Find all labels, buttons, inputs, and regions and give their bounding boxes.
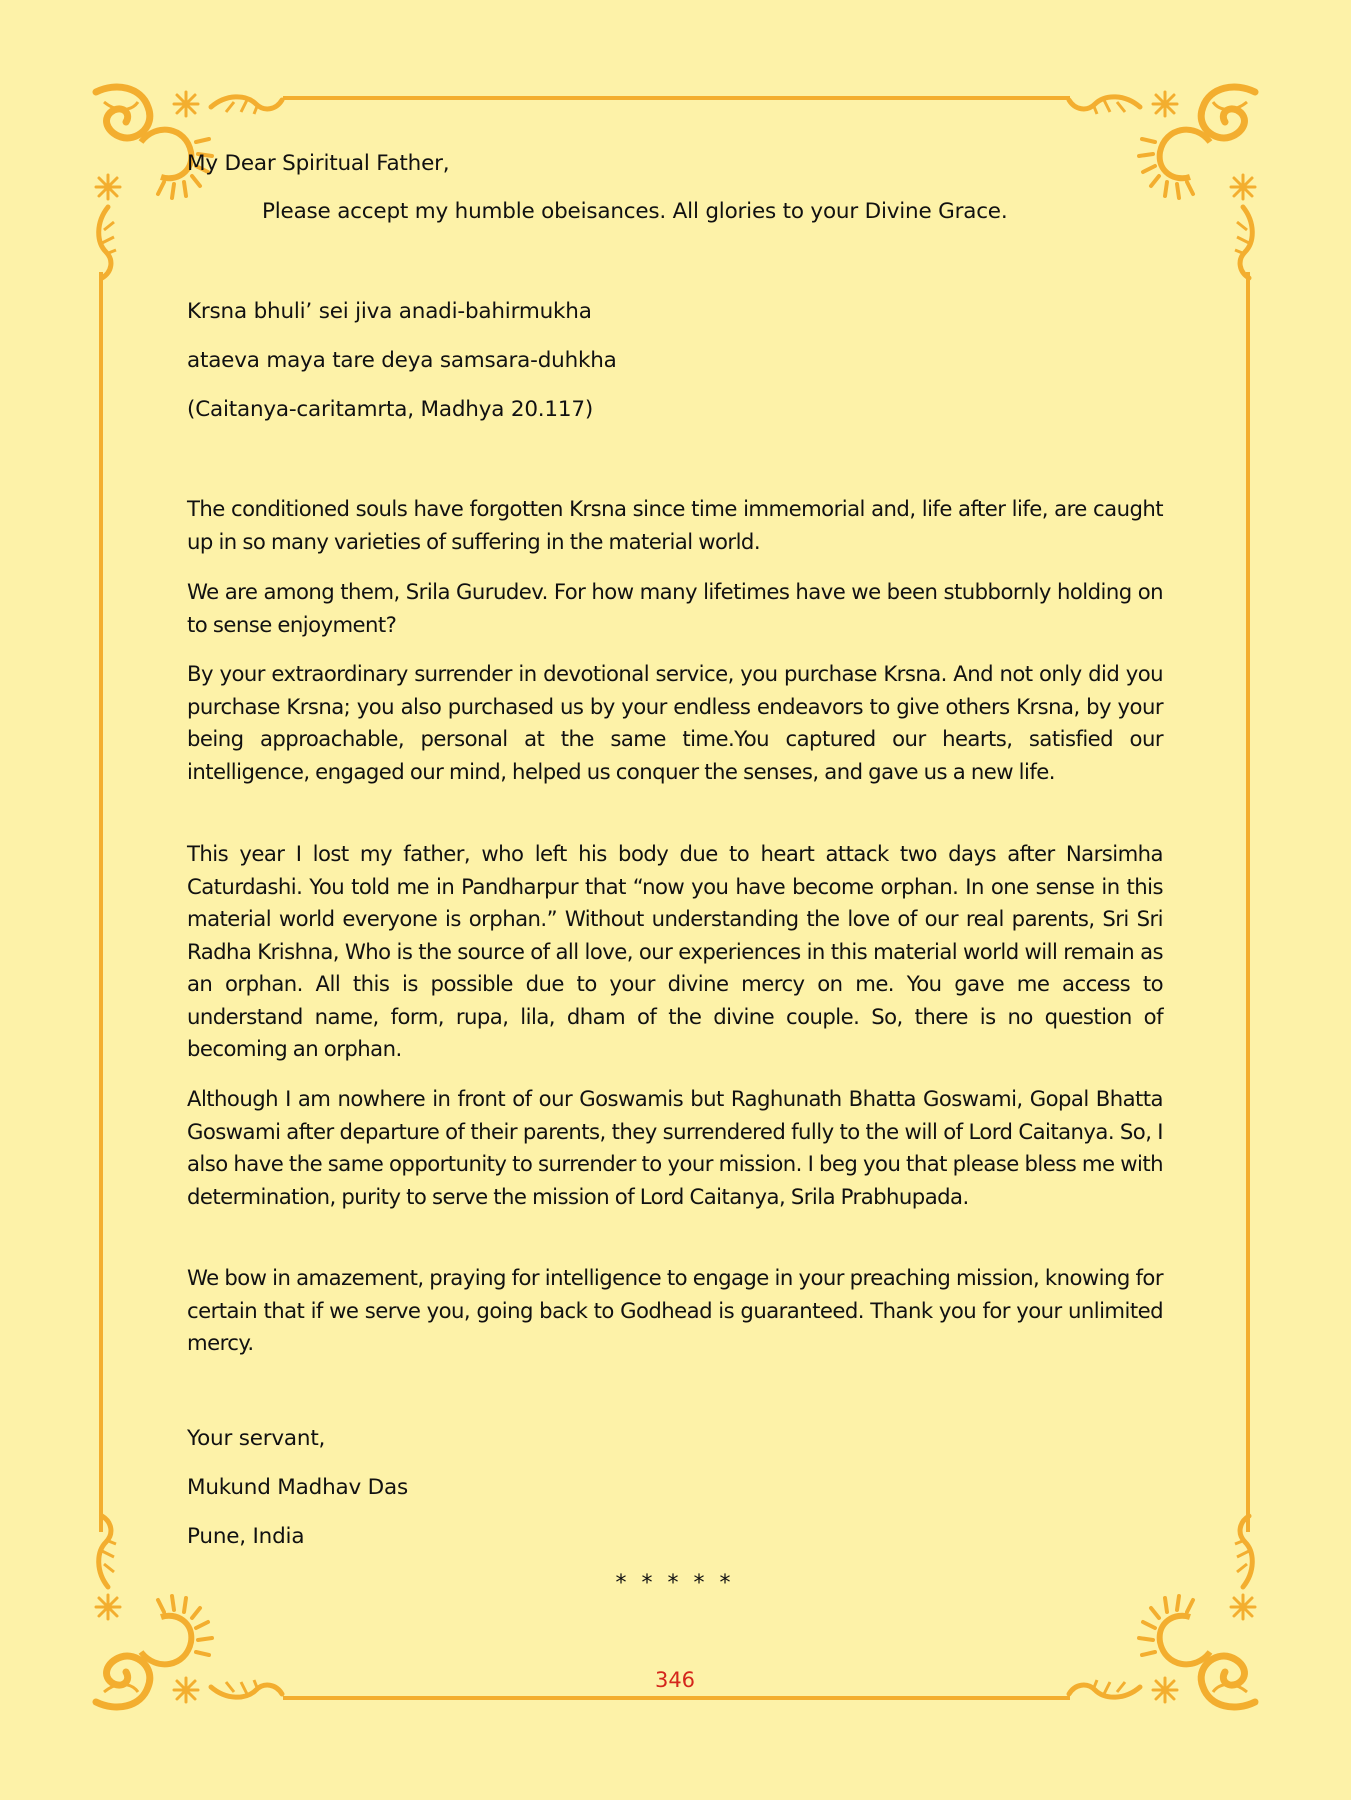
floral-corner-top-left-icon [86,82,286,282]
verse-line: ataeva maya tare deya samsara-duhkha [187,348,617,373]
floral-corner-top-right-icon [1065,82,1265,282]
floral-corner-icon [1065,1512,1265,1712]
border-top-rule [283,96,1070,100]
verse-line: Krsna bhuli’ sei jiva anadi-bahirmukha [187,299,592,324]
body-paragraph: This year I lost my father, who left his body due to heart attack two days after Narsimha Caturdashi. You told me in Pandharpur that “now you have become orphan. In one sense in this material world everyone is orphan.” Without understanding the love of our real parents, Sri Sri Radha Krishna, Who is the source of all love, our experiences in this material world will remain as an orphan. All this is possible due to your divine mercy on me. You gave me access to understand name, form, rupa, lila, dham of the divine couple. So, there is no question of becoming an orphan. [187,841,1163,1061]
border-bottom-rule [283,1696,1070,1700]
border-right-rule [1246,272,1250,1532]
floral-corner-icon [1065,82,1265,282]
body-paragraph: We are among them, Srila Gurudev. For how many lifetimes have we been stubbornly holding on to sense enjoyment? [187,579,1163,637]
closing: Your servant, [187,1426,326,1451]
location: Pune, India [187,1524,305,1549]
body-paragraph: By your extraordinary surrender in devotional service, you purchase Krsna. And not only did you purchase Krsna; you also purchased us by your endless endeavors to give others Krsna, by your being approachable, personal at the same time.You captured our hearts, satisfied our intelligence, engaged our mind, helped us conquer the senses, and gave us a new life. [187,661,1163,784]
section-separator: * * * * * [615,1571,735,1596]
salutation: My Dear Spiritual Father, [187,151,450,176]
body-paragraph: The conditioned souls have forgotten Krsna since time immemorial and, life after life, are caught up in so many varieties of suffering in the material world. [187,496,1163,554]
signature: Mukund Madhav Das [187,1475,408,1500]
floral-corner-icon [86,82,286,282]
border-left-rule [99,272,103,1532]
verse-reference: (Caitanya-caritamrta, Madhya 20.117) [187,397,594,422]
body-paragraph: Although I am nowhere in front of our Goswamis but Raghunath Bhatta Goswami, Gopal Bhatta Goswami after departure of their parents, they surrendered fully to the will of Lord Caitanya. So, I also have the same opportunity to surrender to your mission. I beg you that please bless me with determination, purity to serve the mission of Lord Caitanya, Srila Prabhupada. [187,1086,1163,1209]
page-number: 346 [654,1668,696,1692]
greeting: Please accept my humble obeisances. All glories to your Divine Grace. [262,199,1008,224]
floral-corner-bottom-right-icon [1065,1512,1265,1712]
body-paragraph: We bow in amazement, praying for intelligence to engage in your preaching mission, knowing for certain that if we serve you, going back to Godhead is guaranteed. Thank you for your unlimited mercy. [187,1265,1163,1355]
